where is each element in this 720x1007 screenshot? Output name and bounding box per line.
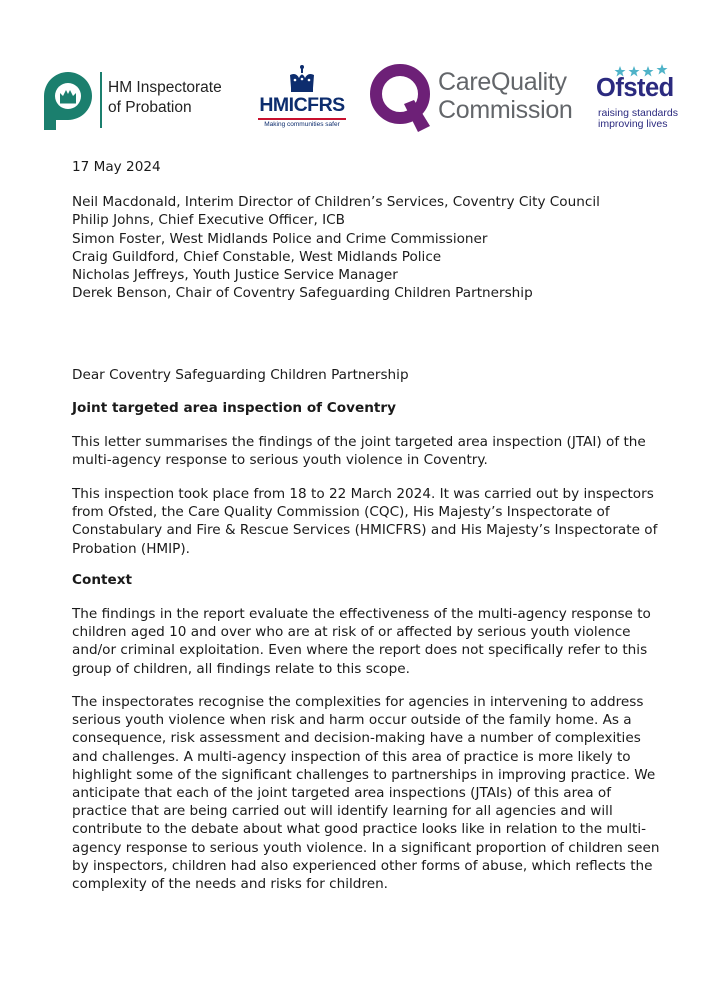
- salutation: Dear Coventry Safeguarding Children Partnership: [72, 367, 409, 383]
- recipient-list: [72, 193, 600, 303]
- hmip-crown-p-icon: [38, 68, 98, 134]
- recipient-4: Craig Guildford, Chief Constable, West Midlands Police: [72, 248, 442, 265]
- hmicfrs-tagline: Making communities safer: [264, 121, 340, 128]
- hmip-line1: HM Inspectorate: [108, 79, 222, 96]
- hmip-name: [108, 78, 222, 118]
- cqc-line1: CareQuality: [438, 68, 567, 96]
- paragraph-inspection-dates: This inspection took place from 18 to 22 March 2024. It was carried out by inspectors from Ofsted, the Care Quality Commission (CQC), His Majesty’s Inspectorate of Constabulary and Fire & Rescue Services (HMICFRS) and His Majesty’s Inspectorate of Probation (HMIP).: [72, 486, 658, 557]
- paragraph-complexities: The inspectorates recognise the complexities for agencies in intervening to address serious youth violence when risk and harm occur outside of the family home. As a consequence, risk assessment and decision-making have a number of complexities and challenges. A multi-agency inspection of this area of practice is more likely to highlight some of the significant challenges to partnerships in improving practice. We anticipate that each of the joint targeted area inspections (JTAIs) of this area of practice that are being carried out will identify learning for all agencies and will contribute to the debate about what good practice looks like in relation to the multi-agency response to serious youth violence. In a significant proportion of children seen by inspectors, children had also experienced other forms of abuse, which reflects the complexity of the needs and risks for children.: [72, 694, 660, 893]
- paragraph-scope: The findings in the report evaluate the effectiveness of the multi-agency response to children aged 10 and over who are at risk of or affected by serious youth violence and/or criminal exploitation. Even where the report does not specifically refer to this group of children, all findings relate to this scope.: [72, 606, 651, 677]
- recipient-3: Simon Foster, West Midlands Police and Crime Commissioner: [72, 230, 488, 247]
- recipient-1: Neil Macdonald, Interim Director of Children’s Services, Coventry City Council: [72, 194, 600, 210]
- hmicfrs-logo: [252, 64, 352, 136]
- recipient-2: Philip Johns, Chief Executive Officer, ICB: [72, 212, 345, 229]
- cqc-logo: [370, 62, 590, 138]
- letter-date: 17 May 2024: [72, 159, 161, 175]
- logo-banner: [0, 0, 720, 150]
- paragraph-summary: This letter summarises the findings of the joint targeted area inspection (JTAI) of the multi-agency response to serious youth violence in Coventry.: [72, 434, 646, 469]
- hmip-logo: [38, 68, 258, 134]
- context-heading: Context: [72, 572, 132, 588]
- hmip-line2: of Probation: [108, 99, 192, 116]
- hmicfrs-underline: [258, 118, 346, 120]
- recipient-6: Derek Benson, Chair of Coventry Safeguarding Children Partnership: [72, 285, 533, 302]
- letter-title: Joint targeted area inspection of Coventry: [72, 400, 396, 416]
- ofsted-logo: [596, 64, 696, 140]
- ofsted-tagline: [598, 108, 678, 130]
- cqc-name: [438, 68, 573, 124]
- cqc-q-icon: [370, 62, 434, 136]
- hmip-divider: [100, 72, 102, 128]
- ofsted-tag2: improving lives: [598, 118, 668, 130]
- recipient-5: Nicholas Jeffreys, Youth Justice Service Manager: [72, 267, 398, 284]
- cqc-line2: Commission: [438, 96, 573, 124]
- ofsted-tag1: raising standards: [598, 107, 678, 119]
- crown-icon: [287, 64, 317, 94]
- hmicfrs-name: HMICFRS: [259, 94, 345, 116]
- ofsted-name: Ofsted: [596, 74, 674, 102]
